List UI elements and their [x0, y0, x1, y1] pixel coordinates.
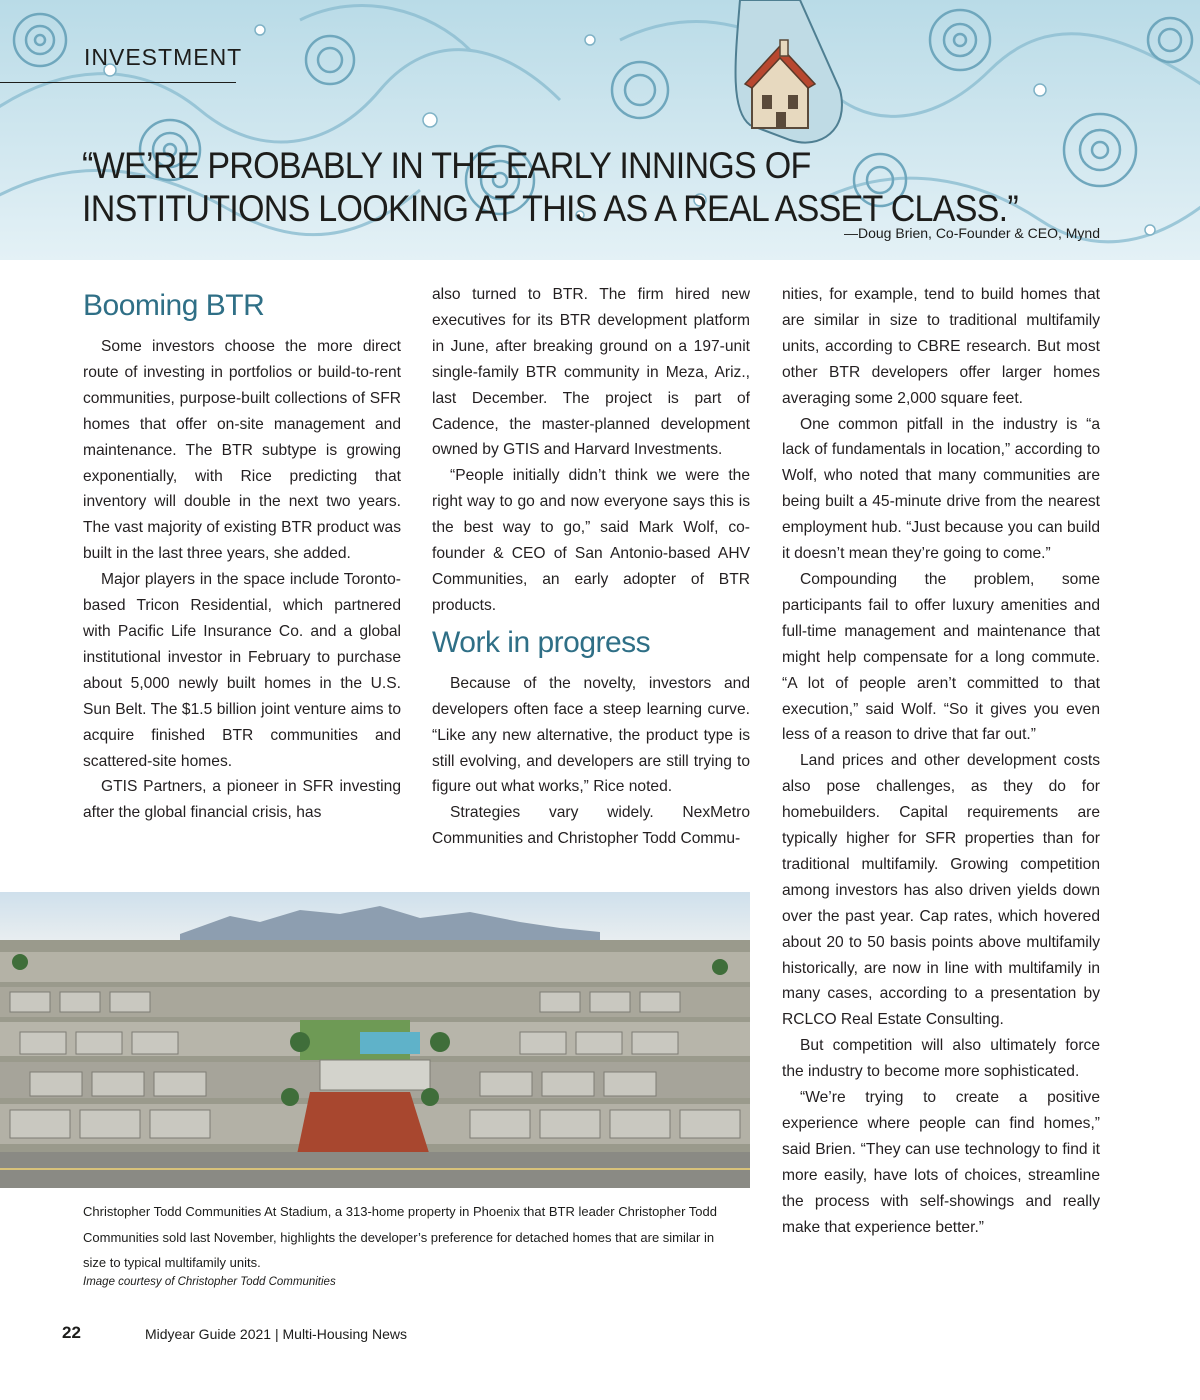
aerial-photo: [0, 892, 750, 1188]
paragraph: also turned to BTR. The firm hired new executives for its BTR development platform in June, after breaking ground on a 197-unit single-family BTR community in Meza, Ariz., last December. The project is part of Cadence, the master-planned development owned by GTIS and Harvard Investments.: [432, 286, 750, 459]
paragraph: Compounding the problem, some participants fail to offer luxury amenities and full-time management and maintenance that might help compensate for a long commute. “A lot of people aren’t committed to that execution,” said Wolf. “So it gives you even less of a reason to drive that far out.”: [782, 570, 1100, 744]
paragraph: Land prices and other development costs also pose challenges, as they do for homebuilders. Capital requirements are typically higher for SFR properties than for traditional multifamily. Growing competition among investors has also driven yields down over the past year. Cap rates, which hovered about 20 to 50 basis points above multifamily historically, are now in line with multifamily in many cases, according to a presentation by RCLCO Real Estate Consulting.: [782, 752, 1100, 1029]
paragraph: GTIS Partners, a pioneer in SFR investing after the global financial crisis, has: [83, 778, 401, 822]
paragraph: One common pitfall in the industry is “a lack of fundamentals in location,” according to Wolf, who noted that many communities are being built a 45-minute drive from the nearest employment hub. “Just because you can build it doesn’t mean they’re going to come.”: [782, 415, 1100, 563]
section-rule: [0, 82, 236, 83]
paragraph: nities, for example, tend to build homes that are similar in size to traditional multifamily units, according to CBRE research. But most other BTR developers offer larger homes averaging some 2,000 square feet.: [782, 286, 1100, 407]
paragraph: Major players in the space include Toronto-based Tricon Residential, which partnered with Pacific Life Insurance Co. and a global institutional investor in February to purchase about 5,000 newly built homes in the U.S. Sun Belt. The $1.5 billion joint venture aims to acquire finished BTR communities and scattered-site homes.: [83, 571, 401, 770]
pull-quote: “WE’RE PROBABLY IN THE EARLY INNINGS OF INSTITUTIONS LOOKING AT THIS AS A REAL ASSET CLASS.”: [82, 145, 1018, 229]
photo-credit: Image courtesy of Christopher Todd Communities: [83, 1276, 336, 1288]
aerial-community-image: [0, 892, 750, 1188]
paragraph: Strategies vary widely. NexMetro Communities and Christopher Todd Commu-: [432, 804, 750, 848]
paragraph: “People initially didn’t think we were the right way to go and now everyone says this is the best way to go,” said Mark Wolf, co-founder & CEO of San Antonio-based AHV Communities, an early adopter of BTR products.: [432, 467, 750, 614]
article-column-1: [83, 282, 401, 826]
heading-booming-btr: Booming BTR: [83, 289, 265, 322]
page-number: 22: [62, 1323, 81, 1342]
publication-footer: Midyear Guide 2021 | Multi-Housing News: [145, 1326, 407, 1342]
photo-caption: Christopher Todd Communities At Stadium, a 313-home property in Phoenix that BTR leader Christopher Todd Communities sold last November, highlights the developer’s preference for detached homes that are similar in size to typical multifamily units.: [83, 1204, 717, 1270]
paragraph: But competition will also ultimately force the industry to become more sophisticated.: [782, 1037, 1100, 1081]
quote-attribution: —Doug Brien, Co-Founder & CEO, Mynd: [844, 225, 1100, 241]
paragraph: Some investors choose the more direct route of investing in portfolios or build-to-rent communities, purpose-built collections of SFR homes that offer on-site management and maintenance. The BTR subtype is growing exponentially, with Rice predicting that inventory will double in the next two years. The vast majority of existing BTR product was built in the last three years, she added.: [83, 338, 401, 563]
article-column-2: [432, 282, 750, 852]
section-label: INVESTMENT: [84, 44, 243, 70]
header-banner: [0, 0, 1200, 260]
paragraph: “We’re trying to create a positive experience where people can find homes,” said Brien. “They can use technology to find it more easily, have lots of choices, streamline the process with self-showings and really make that experience better.”: [782, 1089, 1100, 1236]
article-column-3: [782, 282, 1100, 1241]
paragraph: Because of the novelty, investors and developers often face a steep learning curve. “Like any new alternative, the product type is still evolving, and developers are still trying to figure out what works,” Rice noted.: [432, 674, 750, 796]
heading-work-in-progress: Work in progress: [432, 625, 651, 659]
